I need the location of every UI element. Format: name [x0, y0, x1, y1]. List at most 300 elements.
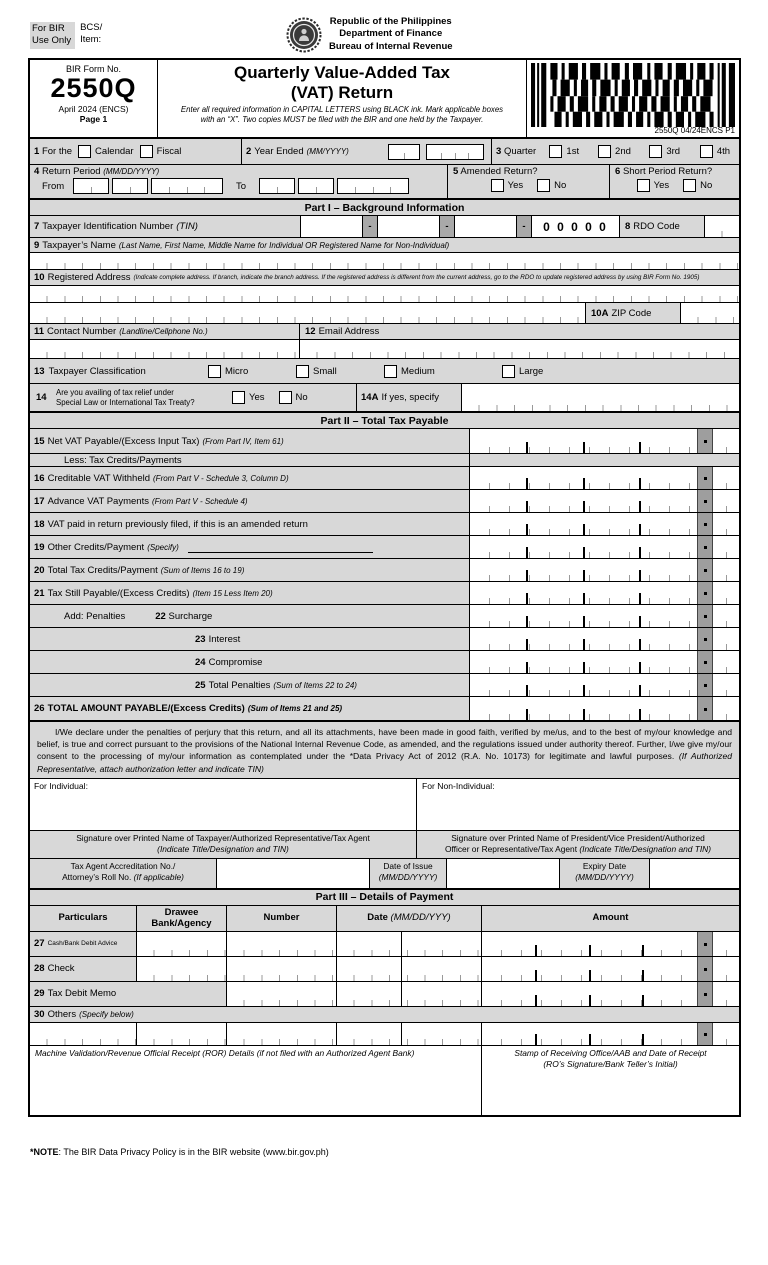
tin-row [30, 215, 739, 237]
item30-label-row [30, 1006, 739, 1022]
form-title-line2: (VAT) Return [290, 82, 394, 102]
item27-number: 27 [34, 938, 45, 950]
item16-row [30, 466, 739, 489]
amount-cents[interactable] [713, 932, 739, 956]
amount-cents[interactable] [713, 697, 739, 720]
item3-quarter-row [492, 139, 739, 164]
amount-digits[interactable] [470, 536, 697, 558]
decimal-separator [697, 982, 713, 1006]
col-date-text: Date [367, 912, 388, 924]
decimal-separator [697, 932, 713, 956]
item26-row [30, 696, 739, 720]
item28-drawee-input[interactable] [137, 957, 227, 981]
date-of-issue-input[interactable] [447, 859, 560, 888]
for-individual-box[interactable] [30, 779, 417, 830]
item26-amount-input[interactable] [470, 697, 739, 720]
contact-number-input[interactable] [30, 340, 300, 358]
tax-agent-accreditation-input[interactable] [217, 859, 370, 888]
tin-dash1: - [362, 216, 377, 237]
short-period-yes-option [637, 179, 670, 192]
item15-number: 15 [34, 435, 45, 447]
item13-number: 13 [34, 365, 45, 377]
amount-digits[interactable] [470, 513, 697, 535]
email-address-input[interactable] [300, 340, 739, 358]
return-period-row [30, 164, 739, 198]
year-ended-month-input[interactable] [388, 144, 420, 160]
item27-drawee-input[interactable] [137, 932, 227, 956]
bcs-line2: Item: [80, 34, 102, 46]
item21-label: Tax Still Payable/(Excess Credits) [47, 587, 190, 599]
item2-label: Year Ended [254, 146, 304, 157]
item25-hint: (Sum of Items 22 to 24) [273, 680, 357, 690]
amount-digits[interactable] [470, 429, 697, 453]
period-from-day-input[interactable] [112, 178, 148, 194]
item30-drawee-input[interactable] [137, 1023, 227, 1045]
amount-cents[interactable] [713, 559, 739, 581]
item14a-number: 14A [361, 392, 379, 403]
expiry-date-input[interactable] [650, 859, 739, 888]
item21-amount-input[interactable] [470, 582, 739, 604]
part2-header: Part II – Total Tax Payable [30, 411, 739, 428]
for-individual-label: For Individual: [34, 780, 88, 791]
item19-amount-input[interactable] [470, 536, 739, 558]
item29-date-input[interactable] [337, 982, 482, 1006]
tin-branch-code-value: 0 0 0 0 0 [531, 216, 619, 237]
agent-label-line2-italic: (If applicable) [133, 872, 184, 882]
less-credits-row [30, 453, 739, 466]
medium-checkbox[interactable] [384, 365, 397, 378]
fiscal-label: Fiscal [156, 146, 182, 157]
amount-cents[interactable] [713, 1023, 739, 1045]
item19-number: 19 [34, 541, 45, 553]
item29-label: Tax Debit Memo [47, 988, 117, 1000]
for-non-individual-box[interactable] [417, 779, 739, 830]
tax-relief-yes-option [232, 391, 265, 404]
item6-short-period [610, 165, 739, 198]
item22-amount-input[interactable] [470, 605, 739, 627]
amended-no-checkbox[interactable] [537, 179, 550, 192]
quarter-1st-checkbox[interactable] [549, 145, 562, 158]
date-of-issue-label [370, 859, 447, 888]
short-period-no-option [683, 179, 712, 192]
amount-digits[interactable] [470, 697, 697, 720]
barcode-block [526, 60, 739, 137]
declaration-text: I/We declare under the penalties of perjury that this return, and all its attachments, have been made in good faith, verified by me/us, and to the best of my/our knowledge and belief, is true and correct pursuant to the provisions of the National Internal Revenue Code, as amended, and the regulations issued under authority thereof. Further, I/we give my/our consent to the processing of my/our information as contemplated under the *Data Privacy Act of 2012 (R.A. No. 10173) for legitimate and lawful purposes. [37, 727, 732, 762]
item6-label: Short Period Return? [622, 166, 713, 177]
col-date [337, 906, 482, 931]
form-edition: April 2024 (ENCS) [58, 104, 129, 115]
classification-micro-option [208, 365, 296, 378]
item29-amount-input[interactable] [482, 982, 739, 1006]
tax-relief-no-checkbox[interactable] [279, 391, 292, 404]
barcode-image [531, 63, 735, 127]
col-drawee [137, 906, 227, 931]
item4-number: 4 [34, 166, 40, 177]
item7-hint: (TIN) [176, 221, 198, 232]
item11-number: 11 [34, 326, 45, 337]
medium-label: Medium [401, 365, 435, 377]
quarter-4th-option [691, 145, 739, 158]
amount-digits[interactable] [482, 932, 697, 956]
item25-amount-input[interactable] [470, 674, 739, 696]
amount-cents[interactable] [713, 582, 739, 604]
small-label: Small [313, 365, 337, 377]
large-checkbox[interactable] [502, 365, 515, 378]
form-title-line1: Quarterly Value-Added Tax [233, 63, 451, 82]
item27-row [30, 931, 739, 956]
for-bir-line2: Use Only [32, 35, 72, 47]
machine-validation-box[interactable] [30, 1046, 482, 1115]
zip-code-input[interactable] [681, 303, 739, 323]
item15-row [30, 428, 739, 453]
item15-hint: (From Part IV, Item 61) [202, 436, 284, 446]
item24-label: Compromise [208, 656, 263, 668]
expiry-date-line1: Expiry Date [582, 860, 627, 871]
decimal-separator [697, 957, 713, 981]
item10-label: Registered Address [47, 272, 131, 283]
stamp-box[interactable] [482, 1046, 739, 1115]
to-label: To [235, 180, 247, 192]
tax-agent-row [30, 858, 739, 888]
period-to-year-input[interactable] [337, 178, 409, 194]
item3-label: Quarter [503, 146, 537, 157]
item10-number: 10 [34, 272, 45, 283]
year-ended-year-input[interactable] [426, 144, 484, 160]
item29-number: 29 [34, 988, 45, 1000]
part3-header: Part III – Details of Payment [30, 888, 739, 905]
item28-number: 28 [34, 963, 45, 975]
agency-header [286, 16, 453, 53]
item29-number-input[interactable] [227, 982, 337, 1006]
non-individual-signature-caption [417, 831, 739, 858]
tax-relief-yes-label: Yes [249, 392, 265, 403]
form-no-label: BIR Form No. [65, 64, 121, 74]
item11-contact-label [30, 324, 300, 339]
item19-row [30, 535, 739, 558]
decimal-separator [697, 697, 713, 720]
small-checkbox[interactable] [296, 365, 309, 378]
item30-hint: (Specify below) [79, 1009, 134, 1019]
tax-relief-no-label: No [295, 392, 308, 403]
part1-header: Part I – Background Information [30, 198, 739, 215]
form-number-block [30, 60, 158, 137]
item18-label: VAT paid in return previously filed, if this is an amended return [47, 518, 308, 530]
decimal-separator [697, 628, 713, 650]
item24-amount-input[interactable] [470, 651, 739, 673]
item30-label: Others [47, 1008, 77, 1020]
amount-cents[interactable] [713, 536, 739, 558]
amount-cents[interactable] [713, 605, 739, 627]
bir-use-only-block [30, 22, 102, 49]
item28-date-input[interactable] [337, 957, 482, 981]
amended-no-option [537, 179, 566, 192]
item20-hint: (Sum of Items 16 to 19) [160, 565, 245, 575]
item21-hint: (Item 15 Less Item 20) [192, 588, 273, 598]
tax-relief-yes-checkbox[interactable] [232, 391, 245, 404]
rdo-code-input[interactable] [704, 216, 739, 237]
amount-digits[interactable] [482, 957, 697, 981]
decimal-separator [697, 536, 713, 558]
individual-signature-caption [30, 831, 417, 858]
item3-number: 3 [496, 146, 502, 157]
item27-amount-input[interactable] [482, 932, 739, 956]
for-bir-use-only-label [30, 22, 75, 49]
item30-number-input[interactable] [227, 1023, 337, 1045]
item14-question [56, 388, 232, 407]
amount-cents[interactable] [713, 982, 739, 1006]
registered-address-input-line1[interactable] [30, 285, 739, 302]
tin-group1-input[interactable] [300, 216, 362, 237]
item12-number: 12 [305, 326, 316, 337]
amount-digits[interactable] [470, 674, 697, 696]
item17-amount-input[interactable] [470, 490, 739, 512]
period-from-month-input[interactable] [73, 178, 109, 194]
item30-particulars-input[interactable] [30, 1023, 137, 1045]
tax-relief-specify-input[interactable] [462, 384, 739, 411]
item7-number: 7 [34, 221, 40, 232]
item25-number: 25 [195, 679, 206, 691]
amount-cents[interactable] [713, 513, 739, 535]
classification-large-option [502, 365, 590, 378]
privacy-note [30, 1147, 329, 1157]
item5-number: 5 [453, 166, 459, 177]
instructions-line1: Enter all required information in CAPITAL LETTERS using BLACK ink. Mark applicable boxes [180, 105, 504, 115]
amount-digits[interactable] [482, 1023, 697, 1045]
amended-yes-option [491, 179, 524, 192]
amount-cents[interactable] [713, 490, 739, 512]
item27-date-input[interactable] [337, 932, 482, 956]
item25-row [30, 673, 739, 696]
tax-agent-accreditation-label [30, 859, 217, 888]
item13-label: Taxpayer Classification [48, 365, 146, 377]
signature-area-row [30, 778, 739, 830]
calendar-label: Calendar [95, 146, 134, 157]
item27-number-input[interactable] [227, 932, 337, 956]
item23-number: 23 [195, 633, 206, 645]
bcs-item-label [80, 22, 102, 49]
decimal-separator [697, 582, 713, 604]
item4-label: Return Period [41, 166, 101, 177]
item5-amended-return [448, 165, 610, 198]
item10-hint: (Indicate complete address. If branch, indicate the branch address. If the registered address is different from the current address, go to the RDO to update registered address by using BIR Form No. 1905) [133, 274, 700, 281]
amount-digits[interactable] [470, 628, 697, 650]
item15-amount-input[interactable] [470, 429, 739, 453]
item22-number: 22 [155, 610, 166, 622]
item16-amount-input[interactable] [470, 467, 739, 489]
item23-amount-input[interactable] [470, 628, 739, 650]
item28-row [30, 956, 739, 981]
col-drawee-line1: Drawee [164, 906, 199, 918]
quarter-3rd-label: 3rd [666, 146, 681, 157]
amended-no-label: No [554, 180, 567, 191]
decimal-separator [697, 490, 713, 512]
item10a-zip-label [585, 303, 681, 323]
gov-line-bureau: Bureau of Internal Revenue [329, 40, 453, 52]
item30-date-input[interactable] [337, 1023, 482, 1045]
period-to-day-input[interactable] [298, 178, 334, 194]
quarter-2nd-label: 2nd [615, 146, 631, 157]
col-particulars: Particulars [30, 906, 137, 931]
period-from-year-input[interactable] [151, 178, 223, 194]
item28-number-input[interactable] [227, 957, 337, 981]
declaration-block [30, 720, 739, 778]
barcode-caption: 2550Q 04/24ENCS P1 [654, 126, 735, 136]
item6-number: 6 [615, 166, 621, 177]
tax-relief-row [30, 383, 739, 411]
calendar-checkbox[interactable] [78, 145, 91, 158]
form-header [30, 60, 739, 138]
micro-checkbox[interactable] [208, 365, 221, 378]
other-credits-specify-input[interactable] [188, 541, 373, 553]
amount-digits[interactable] [470, 559, 697, 581]
machine-validation-row [30, 1045, 739, 1115]
amount-cents[interactable] [713, 957, 739, 981]
amount-digits[interactable] [470, 467, 697, 489]
quarter-3rd-checkbox[interactable] [649, 145, 662, 158]
item30-amount-input[interactable] [482, 1023, 739, 1045]
item18-number: 18 [34, 518, 45, 530]
decimal-separator [697, 1023, 713, 1045]
item14a-text: If yes, specify [381, 392, 439, 403]
item21-row [30, 581, 739, 604]
amount-digits[interactable] [470, 582, 697, 604]
item17-label: Advance VAT Payments [47, 495, 149, 507]
amount-digits[interactable] [482, 982, 697, 1006]
registered-address-input-line2[interactable] [30, 303, 585, 323]
item26-number: 26 [34, 703, 45, 714]
signature-caption-row [30, 830, 739, 858]
item18-amount-input[interactable] [470, 513, 739, 535]
quarter-1st-label: 1st [566, 146, 580, 157]
item2-year-ended-label [242, 139, 388, 164]
item20-label: Total Tax Credits/Payment [47, 564, 158, 576]
item20-amount-input[interactable] [470, 559, 739, 581]
decimal-separator [697, 467, 713, 489]
quarter-1st-option [540, 145, 588, 158]
individual-caption-line2: (Indicate Title/Designation and TIN) [157, 843, 289, 854]
item23-label: Interest [208, 633, 241, 645]
quarter-4th-label: 4th [716, 146, 731, 157]
amount-cents[interactable] [713, 628, 739, 650]
stamp-label-line1: Stamp of Receiving Office/AAB and Date of Receipt [514, 1047, 707, 1058]
item11-hint: (Landline/Cellphone No.) [119, 327, 208, 336]
form-title-block [158, 60, 526, 137]
item19-label: Other Credits/Payment [47, 541, 145, 553]
item9-name-label-row [30, 237, 739, 252]
declaration-text-italic: (If Authorized Representative, attach authorization letter and indicate TIN) [37, 751, 732, 774]
quarter-4th-checkbox[interactable] [700, 145, 713, 158]
machine-validation-label: Machine Validation/Revenue Official Receipt (ROR) Details (if not filed with an Authorized Agent Bank) [35, 1047, 415, 1058]
year-ended-inputs [388, 139, 492, 164]
amount-digits[interactable] [470, 605, 697, 627]
tin-group3-input[interactable] [454, 216, 516, 237]
quarter-2nd-option [590, 145, 638, 158]
item22-row [30, 604, 739, 627]
item24-row [30, 650, 739, 673]
item25-label: Total Penalties [208, 679, 271, 691]
item10a-label: ZIP Code [611, 307, 652, 319]
gov-line-republic: Republic of the Philippines [329, 16, 452, 27]
taxpayer-name-input[interactable] [30, 252, 739, 269]
item8-label: RDO Code [633, 221, 680, 232]
item28-amount-input[interactable] [482, 957, 739, 981]
item16-number: 16 [34, 472, 45, 484]
form-no-value: 2550Q [50, 73, 137, 103]
for-bir-line1: For BIR [32, 23, 65, 34]
item9-hint: (Last Name, First Name, Middle Name for Individual OR Registered Name for Non-Individual) [118, 240, 450, 250]
item22-label: Surcharge [168, 610, 213, 622]
tin-group2-input[interactable] [377, 216, 439, 237]
address-zip-row [30, 302, 739, 323]
amount-cents[interactable] [713, 651, 739, 673]
amount-cents[interactable] [713, 674, 739, 696]
stamp-label-line2: (RO’s Signature/Bank Teller’s Initial) [543, 1059, 678, 1069]
item4-hint: (MM/DD/YYYY) [103, 167, 160, 176]
agency-name-block [329, 16, 453, 53]
contact-email-input-row [30, 339, 739, 358]
item7-label: Taxpayer Identification Number [42, 221, 174, 232]
form-instructions [158, 105, 526, 125]
item17-number: 17 [34, 495, 45, 507]
item11-label: Contact Number [47, 326, 117, 337]
expiry-date-label [560, 859, 650, 888]
item30-input-row [30, 1022, 739, 1045]
non-individual-caption-line1: Signature over Printed Name of President/Vice President/Authorized [451, 832, 705, 843]
item12-email-label [300, 324, 739, 339]
item14a-label [356, 384, 462, 411]
fiscal-checkbox[interactable] [140, 145, 153, 158]
form-page: Page 1 [79, 114, 108, 125]
amended-yes-checkbox[interactable] [491, 179, 504, 192]
note-label: *NOTE [30, 1147, 59, 1157]
item12-label: Email Address [318, 326, 380, 337]
item8-rdo-label [619, 216, 704, 237]
amount-digits[interactable] [470, 490, 697, 512]
short-period-no-checkbox[interactable] [683, 179, 696, 192]
gov-line-department: Department of Finance [339, 28, 443, 40]
item2-hint: (MM/YYYY) [306, 147, 349, 156]
tin-dash2: - [439, 216, 454, 237]
item1-label: For the [41, 146, 73, 157]
amount-cents[interactable] [713, 429, 739, 453]
date-of-issue-line1: Date of Issue [383, 860, 433, 871]
large-label: Large [519, 365, 544, 377]
amount-cents[interactable] [713, 467, 739, 489]
amount-digits[interactable] [470, 651, 697, 673]
item14-question-line2: Special Law or International Tax Treaty? [56, 397, 195, 407]
item29-row [30, 981, 739, 1006]
item16-label: Creditable VAT Withheld [47, 472, 151, 484]
short-period-yes-label: Yes [653, 180, 670, 191]
short-period-yes-checkbox[interactable] [637, 179, 650, 192]
item8-number: 8 [625, 221, 631, 232]
tax-relief-no-option [279, 391, 308, 404]
item14-question-line1: Are you availing of tax relief under [56, 387, 174, 397]
item15-label: Net VAT Payable/(Excess Input Tax) [47, 435, 200, 447]
item5-label: Amended Return? [460, 166, 538, 177]
quarter-2nd-checkbox[interactable] [598, 145, 611, 158]
item18-row [30, 512, 739, 535]
item27-label: Cash/Bank Debit Advice [47, 940, 118, 948]
amended-yes-label: Yes [507, 180, 524, 191]
period-to-month-input[interactable] [259, 178, 295, 194]
decimal-separator [697, 651, 713, 673]
bir-form-2550q [28, 58, 741, 1117]
decimal-separator [697, 513, 713, 535]
item21-number: 21 [34, 587, 45, 599]
non-individual-caption-line2-italic: (Indicate Title/Designation and TIN) [579, 843, 712, 854]
note-text: : The BIR Data Privacy Policy is in the BIR website (www.bir.gov.ph) [58, 1147, 329, 1157]
